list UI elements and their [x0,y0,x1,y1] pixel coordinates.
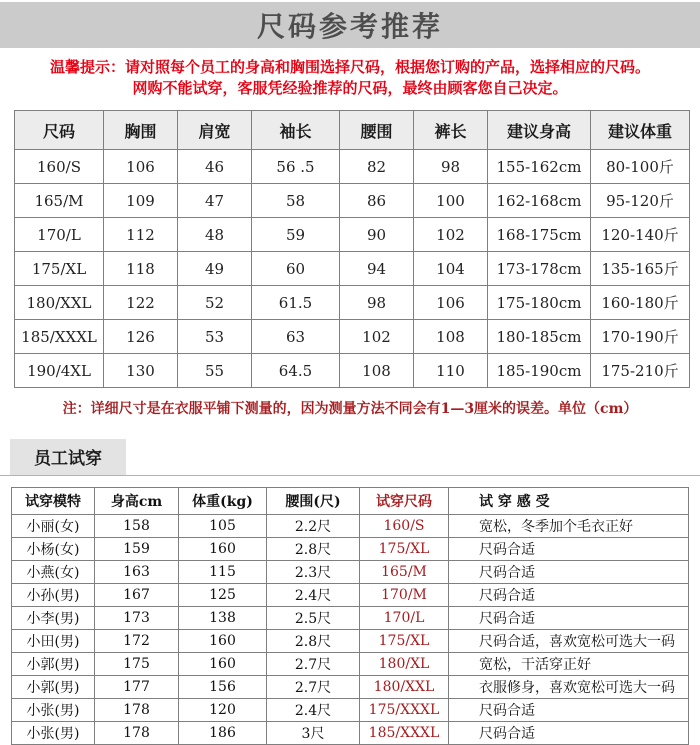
table-cell: 94 [340,252,414,286]
table-cell: 104 [414,252,488,286]
table-cell: 49 [178,252,252,286]
table-cell: 108 [340,354,414,388]
table-cell: 61.5 [252,286,340,320]
table-cell: 108 [414,320,488,354]
table-cell: 160/S [360,515,449,538]
table-row [12,676,689,699]
table-cell: 56 .5 [252,150,340,184]
table-row [12,538,689,561]
table-cell: 59 [252,218,340,252]
table-cell: 2.8尺 [267,630,360,653]
table-cell: 175/XL [15,252,104,286]
table-row [12,699,689,722]
table-row [12,515,689,538]
column-header: 体重(kg) [179,488,267,515]
table-cell: 160 [179,653,267,676]
table-row [12,653,689,676]
table-cell: 163 [95,561,179,584]
table-cell: 55 [178,354,252,388]
table-cell: 175-210斤 [591,354,690,388]
table-cell: 155-162cm [488,150,591,184]
table-cell: 177 [95,676,179,699]
table-cell: 175/XL [360,630,449,653]
table-cell: 尺码合适 [449,584,689,607]
table-cell: 185/XXXL [360,722,449,745]
table-cell: 60 [252,252,340,286]
table-cell: 172 [95,630,179,653]
table-cell: 173 [95,607,179,630]
table-cell: 宽松，干活穿正好 [449,653,689,676]
size-table-body [15,150,690,388]
table-row [15,286,690,320]
table-cell: 尺码合适 [449,607,689,630]
notice-text [0,57,700,99]
table-cell: 2.4尺 [267,699,360,722]
column-header: 腰围(尺) [267,488,360,515]
fitting-table-header-row [12,488,689,515]
table-cell: 156 [179,676,267,699]
table-cell: 122 [104,286,178,320]
table-cell: 180/XXL [360,676,449,699]
table-cell: 102 [414,218,488,252]
column-header: 裤长 [414,111,488,150]
table-cell: 175/XXXL [360,699,449,722]
table-row [12,722,689,745]
table-cell: 158 [95,515,179,538]
table-cell: 尺码合适，喜欢宽松可选大一码 [449,630,689,653]
table-cell: 106 [414,286,488,320]
table-cell: 86 [340,184,414,218]
table-cell: 64.5 [252,354,340,388]
column-header: 胸围 [104,111,178,150]
table-cell: 159 [95,538,179,561]
table-cell: 125 [179,584,267,607]
table-cell: 190/4XL [15,354,104,388]
table-cell: 2.4尺 [267,584,360,607]
table-cell: 2.7尺 [267,676,360,699]
table-cell: 63 [252,320,340,354]
page-title: 尺码参考推荐 [256,11,443,42]
column-header: 肩宽 [178,111,252,150]
table-cell: 52 [178,286,252,320]
table-cell: 48 [178,218,252,252]
table-cell: 2.8尺 [267,538,360,561]
table-cell: 165/M [15,184,104,218]
table-row [12,584,689,607]
table-cell: 小杨(女) [12,538,95,561]
fitting-table [11,487,689,745]
table-cell: 160 [179,630,267,653]
table-cell: 106 [104,150,178,184]
table-cell: 95-120斤 [591,184,690,218]
table-cell: 170-190斤 [591,320,690,354]
table-row [15,184,690,218]
table-cell: 小郭(男) [12,653,95,676]
table-cell: 2.3尺 [267,561,360,584]
table-cell: 112 [104,218,178,252]
table-cell: 衣服修身，喜欢宽松可选大一码 [449,676,689,699]
table-cell: 53 [178,320,252,354]
table-cell: 170/M [360,584,449,607]
table-cell: 80-100斤 [591,150,690,184]
table-cell: 160-180斤 [591,286,690,320]
table-row [12,607,689,630]
measure-note: 注：详细尺寸是在衣服平铺下测量的，因为测量方法不同会有1—3厘米的误差。单位（cm） [62,401,638,417]
table-cell: 109 [104,184,178,218]
table-cell: 175/XL [360,538,449,561]
column-header: 试穿模特 [12,488,95,515]
table-cell: 126 [104,320,178,354]
table-cell: 2.7尺 [267,653,360,676]
column-header: 建议体重 [591,111,690,150]
table-cell: 130 [104,354,178,388]
table-cell: 118 [104,252,178,286]
table-row [15,218,690,252]
table-cell: 小张(男) [12,699,95,722]
table-cell: 186 [179,722,267,745]
table-cell: 小丽(女) [12,515,95,538]
table-cell: 小田(男) [12,630,95,653]
table-cell: 105 [179,515,267,538]
size-table-header-row [15,111,690,150]
table-cell: 168-175cm [488,218,591,252]
table-cell: 尺码合适 [449,722,689,745]
table-cell: 102 [340,320,414,354]
table-cell: 宽松，冬季加个毛衣正好 [449,515,689,538]
table-cell: 167 [95,584,179,607]
table-cell: 185-190cm [488,354,591,388]
table-cell: 小张(男) [12,722,95,745]
table-cell: 115 [179,561,267,584]
table-row [15,252,690,286]
table-cell: 98 [414,150,488,184]
notice-line-1: 温馨提示：请对照每个员工的身高和胸围选择尺码，根据您订购的产品，选择相应的尺码。 [49,59,650,76]
table-cell: 小李(男) [12,607,95,630]
table-cell: 小郭(男) [12,676,95,699]
table-row [12,630,689,653]
table-cell: 2.5尺 [267,607,360,630]
table-cell: 120 [179,699,267,722]
column-header: 腰围 [340,111,414,150]
table-cell: 180/XL [360,653,449,676]
table-cell: 170/L [360,607,449,630]
table-cell: 100 [414,184,488,218]
section-divider [0,475,700,476]
column-header: 袖长 [252,111,340,150]
table-cell: 58 [252,184,340,218]
notice-line-2: 网购不能试穿，客服凭经验推荐的尺码，最终由顾客您自己决定。 [132,80,568,97]
column-header: 尺码 [15,111,104,150]
table-cell: 尺码合适 [449,561,689,584]
table-cell: 98 [340,286,414,320]
column-header: 身高cm [95,488,179,515]
table-cell: 3尺 [267,722,360,745]
table-cell: 47 [178,184,252,218]
table-row [15,354,690,388]
table-cell: 180/XXL [15,286,104,320]
table-cell: 162-168cm [488,184,591,218]
fitting-table-body [12,515,689,745]
table-cell: 110 [414,354,488,388]
table-cell: 175 [95,653,179,676]
table-row [15,320,690,354]
table-row [15,150,690,184]
page-title-banner [0,2,700,48]
table-cell: 160/S [15,150,104,184]
table-cell: 175-180cm [488,286,591,320]
table-cell: 173-178cm [488,252,591,286]
table-cell: 185/XXXL [15,320,104,354]
table-cell: 178 [95,722,179,745]
table-cell: 178 [95,699,179,722]
section-tab-fitting [10,439,126,475]
table-cell: 90 [340,218,414,252]
section-tab-label: 员工试穿 [34,449,102,468]
column-header: 试穿尺码 [360,488,449,515]
table-cell: 2.2尺 [267,515,360,538]
table-cell: 小孙(男) [12,584,95,607]
table-cell: 120-140斤 [591,218,690,252]
table-cell: 46 [178,150,252,184]
column-header: 建议身高 [488,111,591,150]
table-cell: 180-185cm [488,320,591,354]
table-cell: 138 [179,607,267,630]
column-header: 试 穿 感 受 [449,488,689,515]
table-cell: 小燕(女) [12,561,95,584]
size-table [14,110,690,388]
table-cell: 尺码合适 [449,699,689,722]
table-cell: 135-165斤 [591,252,690,286]
table-cell: 170/L [15,218,104,252]
table-row [12,561,689,584]
table-cell: 82 [340,150,414,184]
table-cell: 尺码合适 [449,538,689,561]
table-cell: 165/M [360,561,449,584]
table-cell: 160 [179,538,267,561]
